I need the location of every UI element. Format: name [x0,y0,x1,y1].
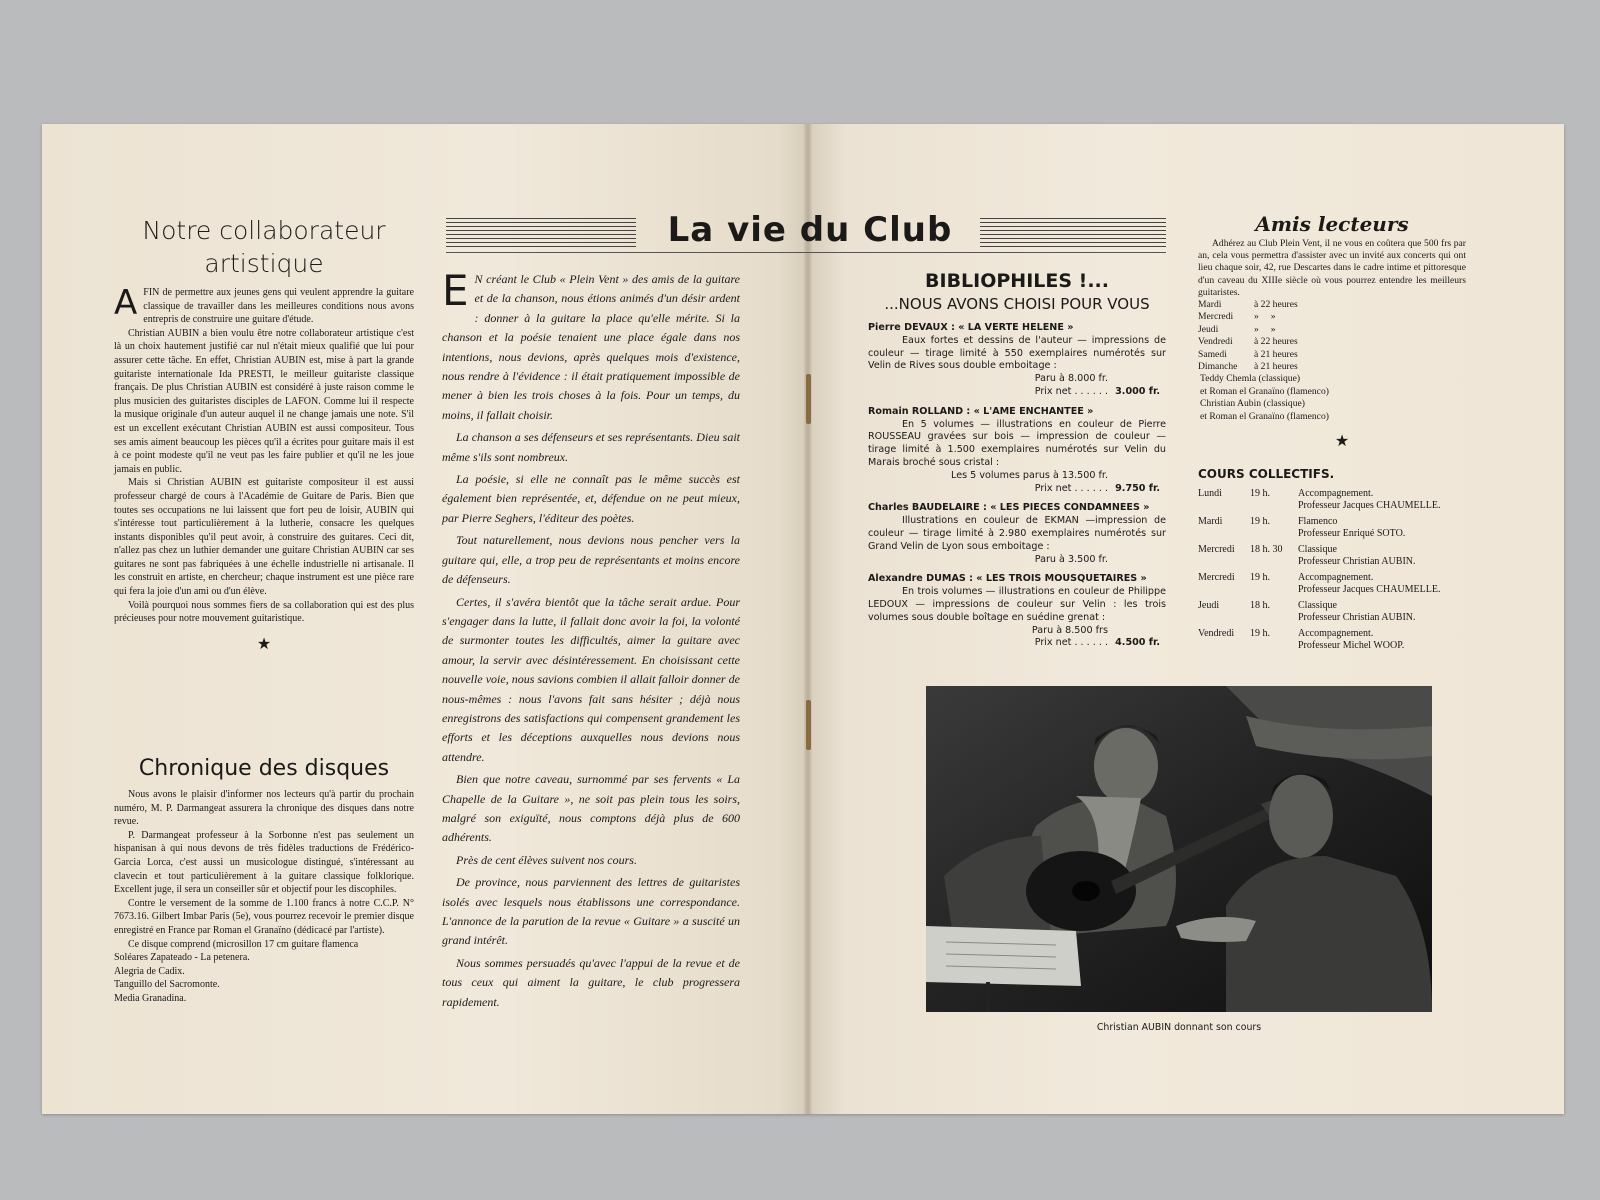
cours-time: 19 h. [1250,516,1270,527]
collab-body [114,283,414,626]
cours-prof: Professeur Christian AUBIN. [1298,612,1416,623]
biblio-item-title: Pierre DEVAUX : « LA VERTE HELENE » [868,322,1074,333]
cours-type: Classique [1298,600,1337,611]
schedule-day: Vendredi [1198,336,1233,348]
cours-day: Vendredi [1198,628,1235,639]
biblio-item-desc: Illustrations en couleur de EKMAN —impression de couleur — tirage limité à 2.980 exemplaires numérotés sur Grand Velin de Lyon sous emboitage : [868,515,1166,552]
cours-time: 18 h. 30 [1250,544,1283,555]
biblio-price [868,483,1166,496]
price-value: 4.500 fr. [1115,637,1160,649]
price-label: Prix net . . . . . . [1034,482,1108,494]
schedule-time: » » [1254,311,1276,323]
disques-para: P. Darmangeat professeur à la Sorbonne n'est pas seulement un hispanisan à qui nous devons de très fidèles traductions de Frédérico-Garcia Lorca, c'est aussi un musicologue distingué, s'intéressant au clavecin et tout particulièrement à la guitare classique folklorique. Excellent juge, il sera un conseiller sûr et objectif pour les discophiles. [114,829,414,896]
collab-para: Mais si Christian AUBIN est guitariste compositeur il est aussi professeur chargé de cours à l'Académie de Guitare de Paris. Bien que toutes ses occupations ne lui laissent que fort peu de loisir, AUBIN qui s'intéresse tout particulièrement à la lutherie, consacre les quelques instants disponibles qu'il peut avoir, à construire des guitares. Ceci dit, n'allez pas chez un luthier demander une guitare Christian AUBIN car ses guitares ne sont pas fabriquées à une échelle industrielle ni artisanale. Il les construit en artiste, en chercheur; chaque instrument est une pièce rare qui fera la joie d'un ami ou d'un élève. [114,477,414,598]
biblio-item-desc: En trois volumes — illustrations en couleur de Philippe LEDOUX — impressions de couleur sur Velin : les trois volumes sous double boîtage en suédine grenat : [868,586,1166,623]
cours-type: Accompagnement. [1298,628,1374,639]
staple-top [806,374,811,424]
price-value: 9.750 fr. [1115,482,1160,494]
schedule-day: Jeudi [1198,323,1219,335]
biblio-item-title: Alexandre DUMAS : « LES TROIS MOUSQUETAIRES » [868,573,1147,585]
cours-day: Jeudi [1198,600,1220,611]
cours-day: Mercredi [1198,572,1235,583]
cours-type: Accompagnement. [1298,572,1374,583]
club-article [442,266,740,1012]
cours-time: 19 h. [1250,488,1270,499]
collab-drop-cap: A [114,283,138,323]
biblio-price [868,625,1166,638]
cours-prof: Professeur Christian AUBIN. [1298,556,1416,567]
schedule-time: à 22 heures [1254,299,1298,311]
cours-row [1198,628,1466,652]
biblio-item-title: Romain ROLLAND : « L'AME ENCHANTEE » [868,405,1094,417]
star-divider: ★ [256,635,272,653]
club-para: N créant le Club « Plein Vent » des amis de la guitare et de la chanson, nous étions animés d'un désir ardent : donner à la guitare la place qu'elle mérite. Si la chanson et la poésie tenaient une place égale dans nos intentions, nous devions, après quelques mois d'existence, nous rendre à l'évidence : il était pratiquement impossible de mener à bien les trois choses à la fois. Pour un temps, du moins, il fallait choisir. [442,272,740,422]
cours-type: Flamenco [1298,516,1338,527]
cours-detail [1298,600,1466,624]
cours-day: Lundi [1198,488,1222,499]
schedule-row [1198,324,1466,336]
cours-section [1198,466,1466,656]
artist-line: et Roman el Granaïno (flamenco) [1200,385,1329,397]
schedule-day: Mercredi [1198,311,1234,323]
schedule-row [1198,361,1466,373]
biblio-item-desc: Eaux fortes et dessins de l'auteur — impressions de couleur — tirage limité à 550 exemplaires numérotés sur Velin de Rives sous double emboitage : [868,334,1166,372]
biblio-title: BIBLIOPHILES !... [925,270,1109,292]
amis-section [1198,212,1466,451]
club-para: Bien que notre caveau, surnommé par ses fervents « La Chapelle de la Guitare », ne soit pas plein tous les soirs, malgré son exiguïté, nous comptons déjà plus de 600 adhérents. [442,772,740,845]
collab-title [114,214,414,280]
banner-rule-left [446,218,636,248]
cours-detail [1298,544,1466,568]
track-item: Soléares Zapateado - La petenera. [114,952,250,964]
schedule-day: Dimanche [1198,361,1238,373]
price-value: 3.000 fr. [1115,385,1160,397]
cours-row [1198,488,1466,512]
cours-type: Accompagnement. [1298,488,1374,499]
schedule-row [1198,349,1466,361]
amis-intro: Adhérez au Club Plein Vent, il ne vous en coûtera que 500 frs par an, cela vous permettra d'assister avec un invité aux concerts qui ont lieu chaque soir, 42, rue Descartes dans le cadre intime et pittoresque d'un caveau du XIIIe siècle où vous pourrez entendre les meilleurs guitaristes. [1198,238,1466,298]
disques-section [114,756,414,1006]
biblio-item-title: Charles BAUDELAIRE : « LES PIECES CONDAMNEES » [868,502,1150,514]
schedule-day: Samedi [1198,348,1227,360]
club-para: La chanson a ses défenseurs et ses représentants. Dieu sait même s'ils sont nombreux. [442,430,740,464]
cours-prof: Professeur Jacques CHAUMELLE. [1298,584,1441,595]
cours-detail [1298,516,1466,540]
disques-para: Contre le versement de la somme de 1.100 francs à notre C.C.P. N° 7673.16. Gilbert Imbar Paris (5e), vous pourrez recevoir le premier disque enregistré en France par Roman el Granaïno (dédicacé par l'artiste). [114,897,414,936]
cours-row [1198,516,1466,540]
club-drop-cap: E [442,266,469,315]
biblio-price [868,470,1166,483]
schedule-time: à 21 heures [1254,361,1298,373]
amis-schedule [1198,299,1466,423]
schedule-day: Mardi [1198,299,1222,311]
cours-day: Mercredi [1198,544,1235,555]
schedule-time: à 22 heures [1254,336,1298,348]
cours-type: Classique [1298,544,1337,555]
cours-prof: Professeur Jacques CHAUMELLE. [1298,500,1441,511]
price-label: Prix net . . . . . . [1034,637,1108,649]
biblio-price [868,554,1166,567]
cours-detail [1298,628,1466,652]
biblio-section [868,268,1166,657]
disques-para: Ce disque comprend (microsillon 17 cm guitare flamenca [128,938,359,950]
cours-row [1198,544,1466,568]
cours-detail [1298,488,1466,512]
collab-title-line1: Notre collaborateur [142,216,386,245]
cours-time: 19 h. [1250,572,1270,583]
biblio-item [868,322,1166,399]
biblio-subtitle: ...NOUS AVONS CHOISI POUR VOUS [884,295,1150,313]
collab-section [114,214,414,654]
schedule-row [1198,336,1466,348]
schedule-row [1198,311,1466,323]
cours-title: COURS COLLECTIFS. [1198,467,1335,481]
price-label: Paru à 8.000 fr. [1034,373,1108,385]
artist-line: Teddy Chemla (classique) [1200,373,1301,385]
cours-row [1198,600,1466,624]
price-label: Paru à 8.500 frs [1031,624,1108,636]
photo-caption: Christian AUBIN donnant son cours [1096,1022,1262,1033]
club-para: Près de cent élèves suivent nos cours. [456,852,637,867]
club-para: Nous sommes persuadés qu'avec l'appui de la revue et de tous ceux qui aiment la guitare, le club progressera rapidement. [442,955,740,1009]
banner-rule-right [980,218,1166,248]
biblio-price [868,386,1166,399]
disques-title: Chronique des disques [138,756,390,781]
biblio-item-desc: En 5 volumes — illustrations en couleur de Pierre ROUSSEAU gravées sur bois — impression de couleur — tirage limité à 1.500 exemplaires numérotés sur Velin du Marais broché sous cristal : [868,418,1166,468]
artist-line: et Roman el Granaïno (flamenco) [1200,410,1329,422]
banner-underline [446,252,1166,253]
track-item: Media Granadina. [114,992,187,1004]
schedule-time: » » [1254,323,1276,335]
club-para: Tout naturellement, nous devions nous pencher vers la guitare qui, elle, a trop peu de représentants et moins encore de défenseurs. [442,533,740,587]
club-body [442,266,740,1012]
artist-line: Christian Aubin (classique) [1200,398,1305,410]
disques-body [114,788,414,1006]
price-label: Les 5 volumes parus à 13.500 fr. [951,469,1108,481]
cours-row [1198,572,1466,596]
photo-illustration [926,686,1432,1012]
biblio-item [868,573,1166,650]
cours-time: 18 h. [1250,600,1270,611]
spine [804,124,812,1114]
staple-bottom [806,700,811,750]
club-para: Certes, il s'avéra bientôt que la tâche serait ardue. Pour s'engager dans la lutte, il fallait donc avoir la foi, la volonté de surmonter toutes les difficultés, aimer la guitare avec amour, la servir avec désintéressement. En choisissant cette nouvelle voie, nous savions combien il allait falloir donner de nous-mêmes : nous l'avons fait sans hésiter ; déjà nous enregistrons des satisfactions qui compensent grandement les efforts et les déceptions auxquelles nous devions nous attendre. [442,594,740,764]
track-item: Tanguillo del Sacromonte. [114,979,220,991]
schedule-time: à 21 heures [1254,348,1298,360]
star-divider: ★ [1334,433,1350,451]
cours-prof: Professeur Michel WOOP. [1298,640,1405,651]
biblio-item [868,406,1166,496]
track-item: Alegria de Cadix. [114,965,185,977]
banner-title: La vie du Club [667,210,953,250]
amis-title: Amis lecteurs [1255,212,1409,236]
disques-para: Nous avons le plaisir d'informer nos lecteurs qu'à partir du prochain numéro, M. P. Darmangeat assurera la chronique des disques dans notre revue. [114,789,414,828]
price-label: Prix net . . . . . . [1034,385,1108,397]
collab-para: Christian AUBIN a bien voulu être notre collaborateur artistique c'est là un choix hautement justifié car nul n'était mieux qualifié que lui pour assurer cette tâche. En effet, Christian AUBIN est, mise à part la grande guitariste internationale Ida PRESTI, le meilleur guitariste classique français. De plus Christian AUBIN est considéré à juste raison comme le plus musicien des guitaristes disciples de LAFON. Comme lui il respecte la musique originale d'un auteur auquel il ne change jamais une note. S'il est un excellent exécutant Christian AUBIN est aussi compositeur. Tous ses amis aiment beaucoup les pièces qu'il a écrites pour guitare mais il est à ce point modeste qu'il ne veut pas les faire publier et qu'il ne les joue jamais en public. [114,327,414,475]
cours-prof: Professeur Enriqué SOTO. [1298,528,1406,539]
cours-day: Mardi [1198,516,1223,527]
biblio-list [868,322,1166,650]
price-label: Paru à 3.500 fr. [1034,553,1108,565]
biblio-price [868,637,1166,650]
biblio-item [868,502,1166,566]
guitar-lesson-photo [926,686,1432,1012]
cours-detail [1298,572,1466,596]
club-para: De province, nous parviennent des lettres de guitaristes isolés avec lesquels nous établissons une correspondance. L'annonce de la parution de la revue « Guitare » a suscité un grand intérêt. [442,875,740,948]
club-para: La poésie, si elle ne connaît pas le même succès est également bien représentée, et, défendue on ne peut mieux, par Pierre Seghers, l'éditeur des poètes. [442,472,740,525]
biblio-price [868,373,1166,386]
collab-title-line2: artistique [204,249,324,278]
collab-para: Voilà pourquoi nous sommes fiers de sa collaboration qui est des plus précieuses pour notre mouvement guitaristique. [114,599,414,625]
cours-time: 19 h. [1250,628,1270,639]
schedule-row [1198,299,1466,311]
collab-first-para: FIN de permettre aux jeunes gens qui veulent apprendre la guitare classique de travailler dans les meilleures conditions nous avons entrepris de construire une guitare d'étude. [143,287,414,326]
